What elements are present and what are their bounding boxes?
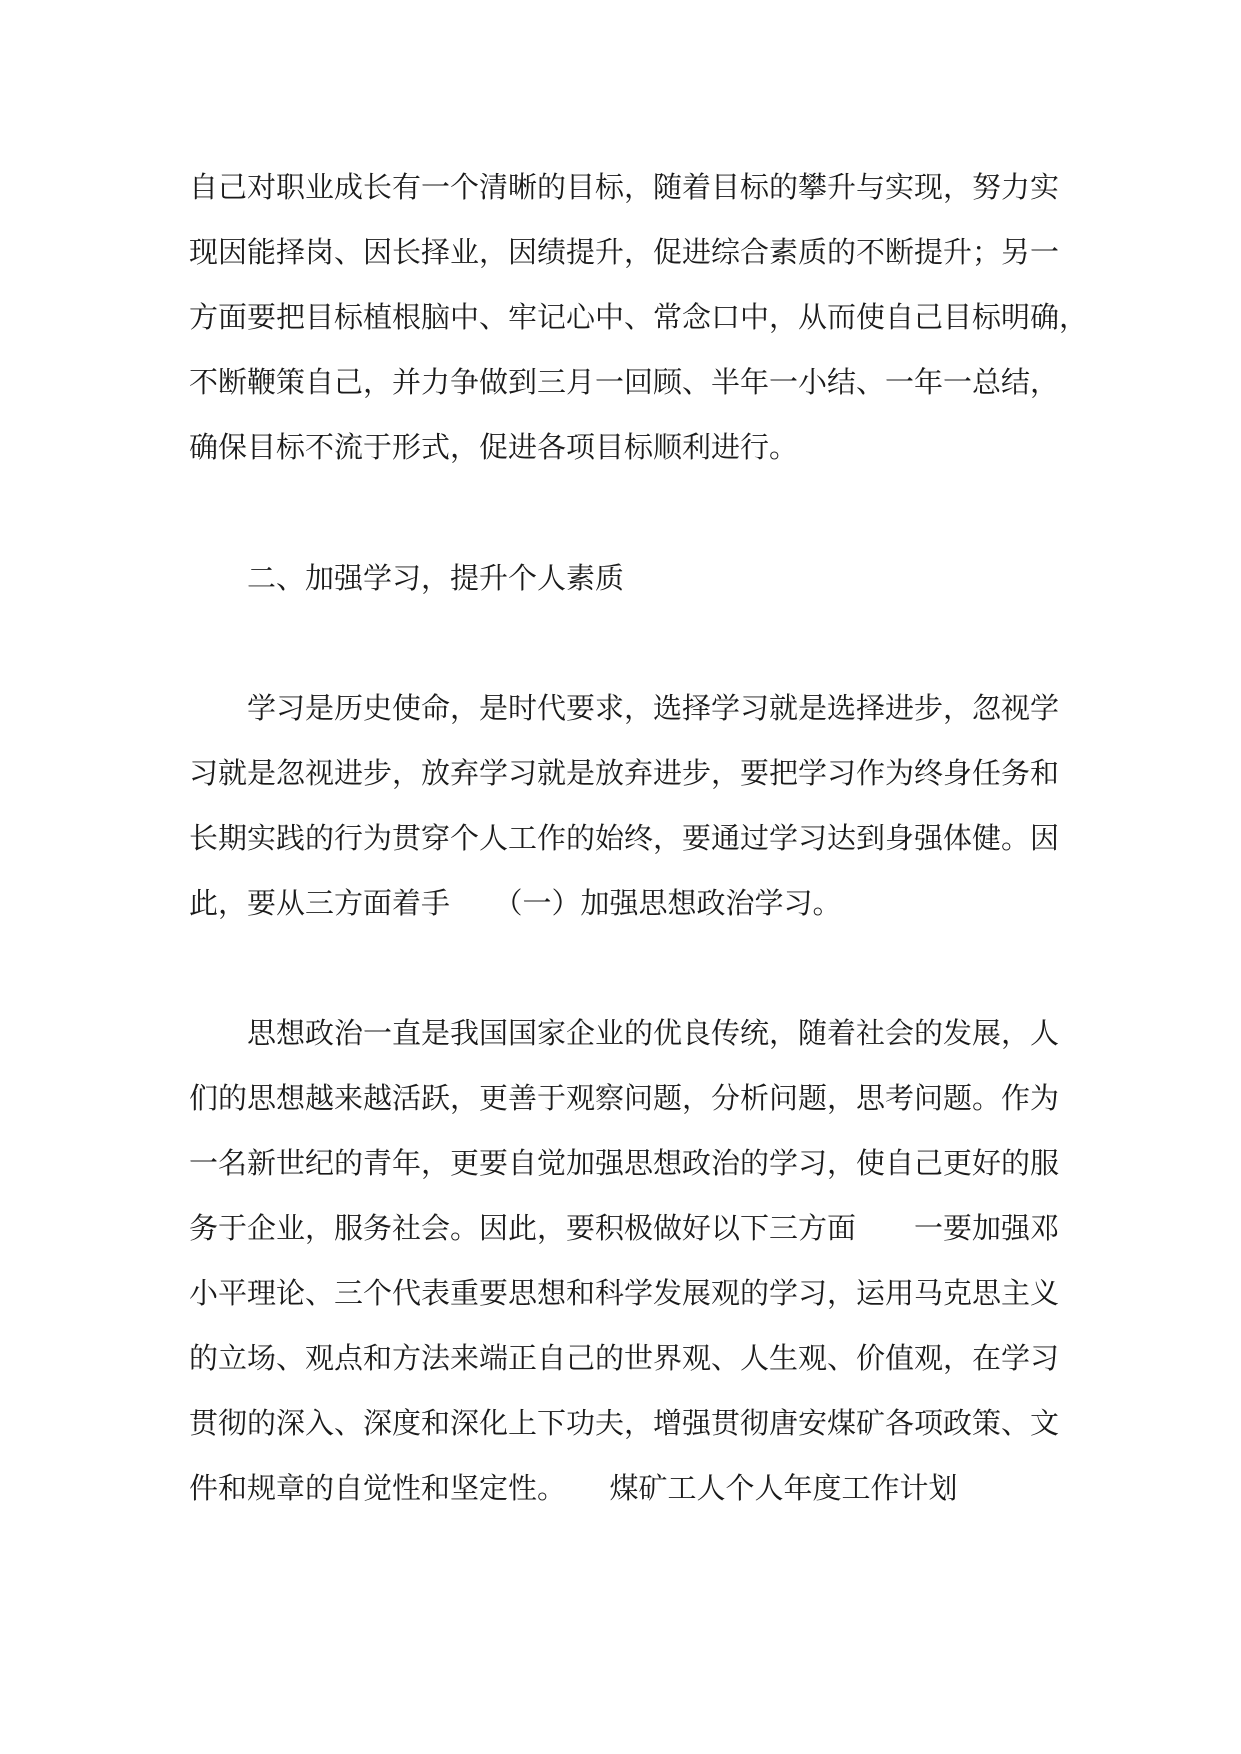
text-line: 现因能择岗、因长择业，因绩提升，促进综合素质的不断提升；另一 [189,235,1060,269]
text-line: 习就是忽视进步，放弃学习就是放弃进步，要把学习作为终身任务和 [189,756,1060,790]
text-line: 学习是历史使命，是时代要求，选择学习就是选择进步，忽视学 [247,691,1060,725]
text-line: 长期实践的行为贯穿个人工作的始终，要通过学习达到身强体健。因 [189,821,1060,855]
text-line: 一名新世纪的青年，更要自觉加强思想政治的学习，使自己更好的服 [189,1146,1060,1180]
text-line: 的立场、观点和方法来端正自己的世界观、人生观、价值观，在学习 [189,1341,1060,1375]
text-line: 贯彻的深入、深度和深化上下功夫，增强贯彻唐安煤矿各项政策、文 [189,1406,1060,1440]
text-line: 小平理论、三个代表重要思想和科学发展观的学习，运用马克思主义 [189,1276,1060,1310]
text-line: 确保目标不流于形式，促进各项目标顺利进行。 [189,430,799,464]
paragraph-study [189,676,1089,936]
text-line: 们的思想越来越活跃，更善于观察问题，分析问题，思考问题。作为 [189,1081,1060,1115]
section-heading [189,546,1089,611]
paragraph-goal-continuation [189,155,1089,480]
text-line: 思想政治一直是我国国家企业的优良传统，随着社会的发展，人 [247,1016,1060,1050]
section-heading-text: 二、加强学习，提升个人素质 [247,561,625,595]
text-line: 此，要从三方面着手 （一）加强思想政治学习。 [189,886,842,920]
text-line: 务于企业，服务社会。因此，要积极做好以下三方面 一要加强邓 [189,1211,1060,1245]
text-line: 自己对职业成长有一个清晰的目标，随着目标的攀升与实现，努力实 [189,170,1060,204]
text-line: 件和规章的自觉性和坚定性。 煤矿工人个人年度工作计划 [189,1471,958,1505]
paragraph-political-study [189,1001,1089,1521]
text-line: 方面要把目标植根脑中、牢记心中、常念口中，从而使自己目标明确， [189,300,1089,334]
text-line: 不断鞭策自己，并力争做到三月一回顾、半年一小结、一年一总结， [189,365,1060,399]
